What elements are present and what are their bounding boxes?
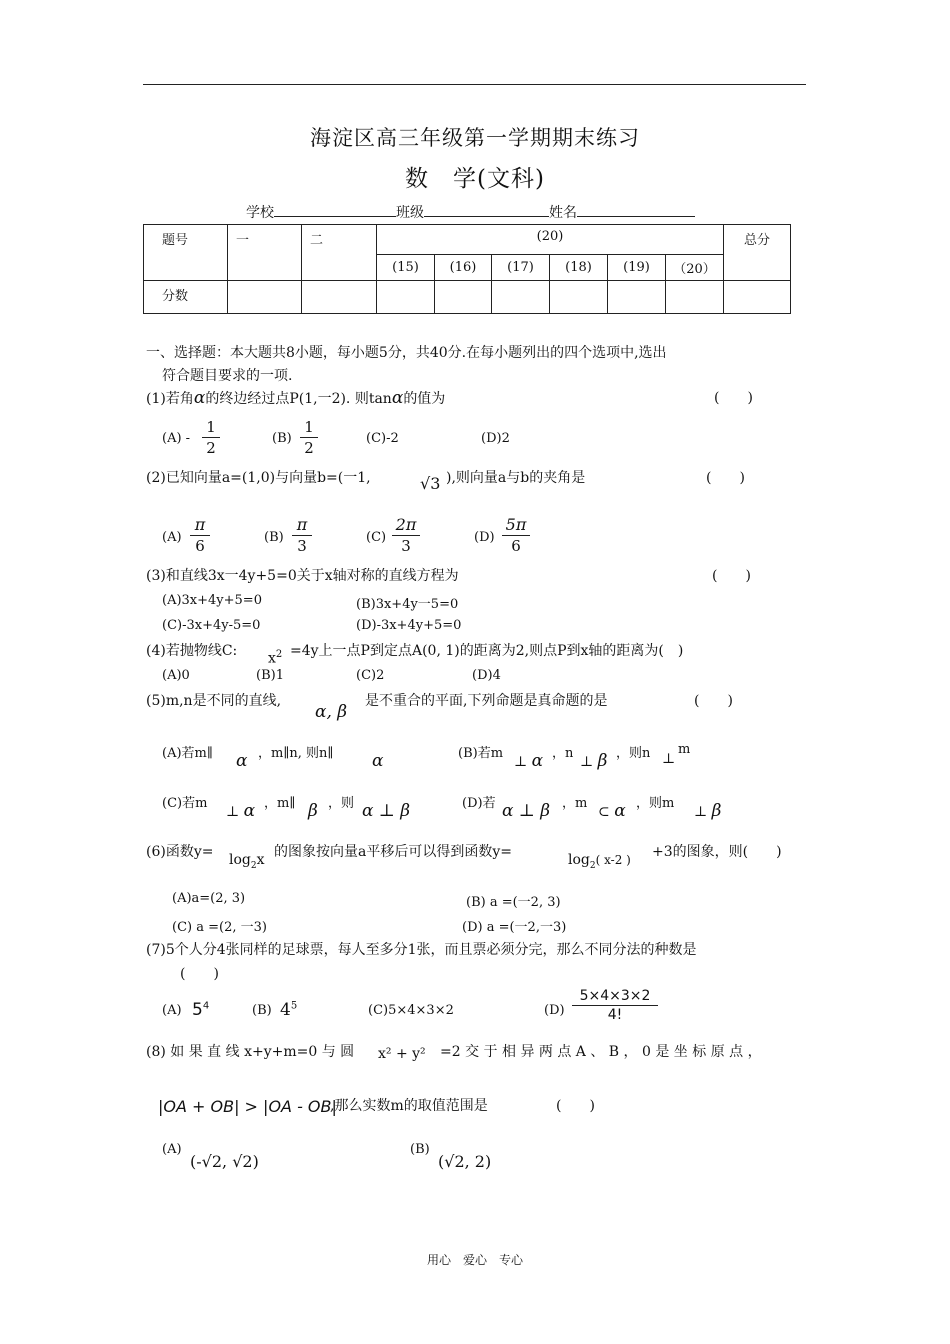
q6-option-d: (D) a =(一2,一3) [462,920,567,935]
q2-fraction-a: π 6 [190,515,210,555]
question-3: (3)和直线3x一4y+5=0关于x轴对称的直线方程为 [146,568,459,584]
score-cell[interactable] [228,281,302,314]
q5b-perp-alpha: ⊥ α [514,751,544,771]
q5-option-a: (A)若m∥ [162,746,213,761]
q7-option-c: (C)5×4×3×2 [368,1003,454,1018]
q1-fraction-b: 1 2 [300,418,318,457]
school-label: 学校 [246,205,274,221]
q4-text-post: =4y上一点P到定点A(0, 1)的距离为2,则点P到x轴的距离为( ) [290,643,684,659]
q6-option-a: (A)a=(2, 3) [172,891,246,906]
q1-option-b: (B) [272,431,292,446]
q8-option-b: (B) [410,1142,430,1157]
header-part-1: 一 [228,225,302,281]
alpha-symbol: α [391,388,404,408]
q4-option-d: (D)4 [472,668,501,683]
q5-option-d-3: ，则m [636,796,675,811]
q8-text-post: =2 交 于 相 异 两 点 A 、 B ， 0 是 坐 标 原 点 ， [440,1044,762,1060]
q2-fraction-c: 2π 3 [392,515,420,555]
q8-text-ineq-post: ,那么实数m的取值范围是 [330,1098,488,1114]
q2-option-d: (D) [474,530,495,545]
q2-text-2: ),则向量a与b的夹角是 [446,470,586,486]
q4-option-c: (C)2 [356,668,385,683]
question-5: (5)m,n是不同的直线, [146,693,282,709]
q3-option-b: (B)3x+4y一5=0 [356,597,459,612]
class-label: 班级 [396,205,424,221]
q7-fraction-d: 5×4×3×2 4! [572,988,658,1023]
q2-option-c: (C) [366,530,387,545]
q2-fraction-b: π 3 [292,515,312,555]
q5d-subset-alpha: ⊂ α [598,801,626,821]
answer-paren: ( ) [694,693,733,709]
q2-fraction-d: 5π 6 [502,515,530,555]
score-cell[interactable] [608,281,666,314]
q5c-perp-alpha: ⊥ α [226,801,256,821]
section-heading: 一、选择题：本大题共8小题，每小题5分，共40分.在每小题列出的四个选项中,选出 [146,345,667,361]
answer-paren: ( ) [556,1098,595,1114]
q5-option-a-2: ，m∥n, 则n∥ [258,746,334,761]
score-cell[interactable] [377,281,435,314]
q2-option-b: (B) [264,530,284,545]
score-row-label: 分数 [144,281,228,314]
score-cell[interactable] [550,281,608,314]
q6-text-post: +3的图象，则( ) [652,844,782,860]
perp-symbol: ⊥ [662,751,676,767]
q1-text-post: 的终边经过点P(1,一2). 则tan [205,391,392,407]
q4-option-b: (B)1 [256,668,284,683]
alpha-symbol: α [193,388,206,408]
log2x-expression: $\log_2x$ [229,852,265,871]
page-footer: 用心 爱心 专心 [426,1253,523,1267]
subheader-19: (19) [608,255,666,281]
circle-expression: x² + y² [378,1046,426,1062]
score-table [143,224,791,314]
q7-option-a: (A) [162,1003,182,1018]
score-cell[interactable] [302,281,377,314]
subheader-18: (18) [550,255,608,281]
answer-paren: ( ) [712,568,751,584]
score-cell[interactable] [724,281,791,314]
q1-text-pre: (1)若角 [146,391,194,407]
question-7: (7)5个人分4张同样的足球票，每人至多分1张，而且票必须分完，那么不同分法的种数是 [146,942,697,958]
q6-text-mid: 的图象按向量a平移后可以得到函数y= [274,844,512,860]
question-8: (8) 如 果 直 线 x+y+m=0 与 圆 [146,1044,355,1060]
class-field[interactable] [424,216,549,217]
sqrt3: √3 [420,474,441,493]
q3-option-a: (A)3x+4y+5=0 [162,593,262,608]
beta-symbol: β [308,801,318,821]
alpha-perp-beta: α ⊥ β [362,801,411,821]
q5-option-d-2: ，m [562,796,588,811]
q5-option-b-4: m [678,742,691,757]
q5-option-c-2: ，m∥ [264,796,296,811]
subheader-17: (17) [492,255,550,281]
q7-option-d: (D) [544,1003,565,1018]
question-1 [146,389,445,408]
header-part-2: 二 [302,225,377,281]
q3-option-d: (D)-3x+4y+5=0 [356,618,462,633]
alpha-beta-symbols: α, β [315,702,348,722]
q1-text-end: 的值为 [403,391,446,407]
q6-option-b: (B) a =(一2, 3) [466,895,561,910]
q5-option-c-3: ，则 [328,796,355,811]
q5-option-d: (D)若 [462,796,496,811]
header-part-20: (20) [377,225,724,255]
question-6: (6)函数y= [146,844,214,860]
score-cell[interactable] [435,281,492,314]
q1-fraction-a: 1 2 [202,418,220,457]
q5-text-post: 是不重合的平面,下列命题是真命题的是 [365,693,608,709]
q7-a-value: $5^4$ [192,1000,210,1020]
vector-inequality: |OA + OB| > |OA - OB| [158,1097,337,1116]
q5-option-b-2: ，n [552,746,574,761]
alpha-perp-beta: α ⊥ β [502,801,551,821]
q3-option-c: (C)-3x+4y-5=0 [162,618,261,633]
q2-option-a: (A) [162,530,182,545]
q4-option-a: (A)0 [162,668,190,683]
page-title: 海淀区高三年级第一学期期末练习 [310,126,640,150]
alpha-symbol: α [236,751,248,771]
name-label: 姓名 [549,205,577,221]
header-total: 总分 [724,225,791,281]
log2-expression: $\log_2$( x-2 ) [568,852,631,871]
q2-text: (2)已知向量a=(1,0)与向量b=(一1, [146,470,371,486]
answer-paren: ( ) [706,470,745,486]
alpha-symbol: α [372,751,384,771]
top-rule [143,84,806,85]
score-cell[interactable] [666,281,724,314]
answer-paren: ( ) [180,966,219,982]
score-cell[interactable] [492,281,550,314]
q7-option-b: (B) [252,1003,272,1018]
page-subtitle: 数 学(文科) [405,166,545,192]
q5b-perp-beta: ⊥ β [580,751,608,771]
q6-option-c: (C) a =(2, 一3) [172,920,267,935]
q5-option-c: (C)若m [162,796,208,811]
question-2 [146,469,371,487]
answer-paren: ( ) [714,390,753,406]
q8-b-interval: (√2, 2) [438,1152,492,1171]
q4-x-squared: $x^2$ [268,649,283,667]
subheader-20: （20） [666,255,724,281]
q4-text-pre: (4)若抛物线C: [146,643,238,659]
header-question-number: 题号 [144,225,228,281]
student-info-line [246,202,695,222]
school-field[interactable] [274,216,396,217]
q5d-perp-beta: ⊥ β [694,801,722,821]
q8-a-interval: (-√2, √2) [190,1152,259,1171]
section-heading-cont: 符合题目要求的一项. [162,368,293,384]
q7-b-value: $4^5$ [280,1000,298,1020]
q1-option-a: (A) - [162,431,191,446]
q8-option-a: (A) [162,1142,182,1157]
name-field[interactable] [577,216,695,217]
q1-option-c: (C)-2 [366,431,399,446]
subheader-15: (15) [377,255,435,281]
q5-option-b: (B)若m [458,746,504,761]
question-4 [146,642,237,660]
q1-option-d: (D)2 [481,431,510,446]
subheader-16: (16) [435,255,492,281]
q5-option-b-3: ，则n [616,746,651,761]
